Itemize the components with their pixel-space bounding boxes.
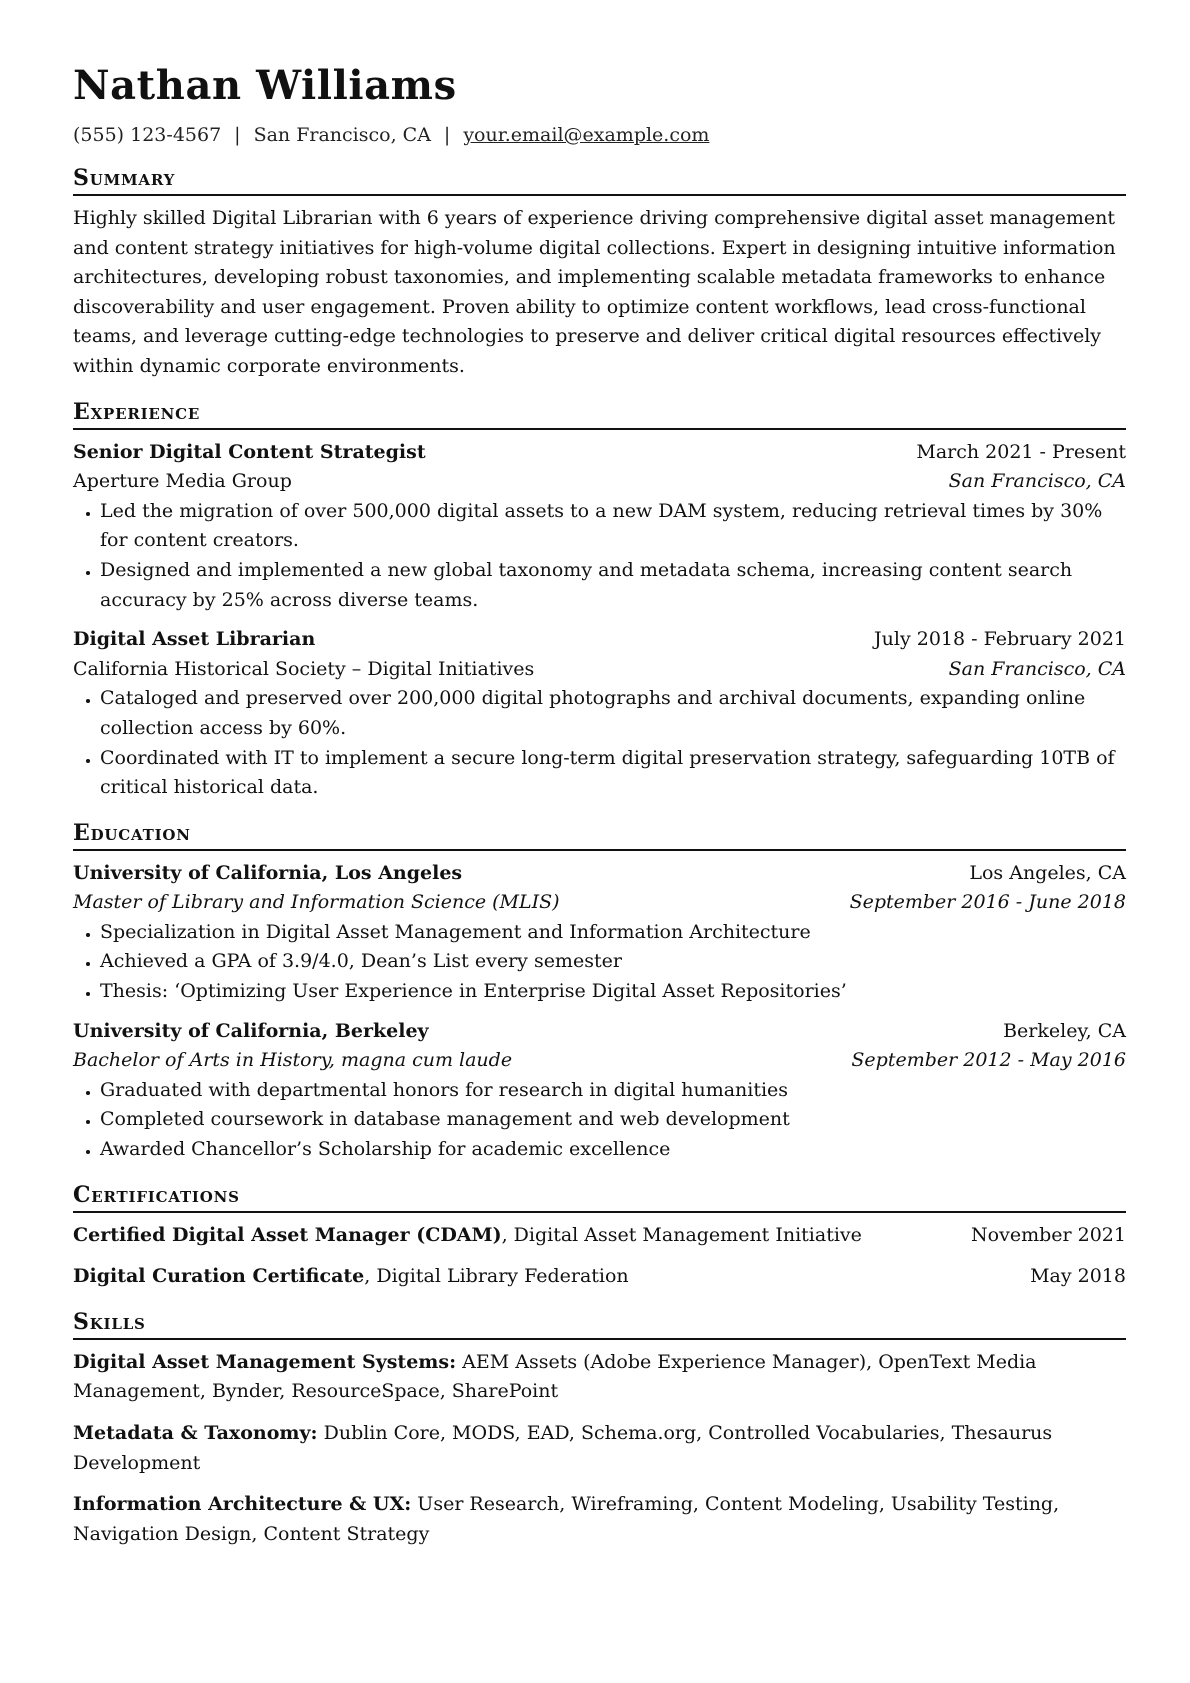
certifications-section bbox=[73, 1181, 1126, 1292]
section-title-summary: Summary bbox=[73, 164, 1126, 196]
skill-category: Digital Asset Management Systems: bbox=[73, 1350, 457, 1373]
certification-name: Digital Curation Certificate bbox=[73, 1265, 365, 1288]
summary-text: Highly skilled Digital Librarian with 6 years of experience driving comprehensive digital asset management and content strategy initiatives for high-volume digital collections. Expert in designing intuitive information architectures, developing robust taxonomies, and implementing scalable metadata frameworks to enhance discoverability and user engagement. Proven ability to optimize content workflows, lead cross-functional teams, and leverage cutting-edge technologies to preserve and deliver critical digital resources effectively within dynamic corporate environments. bbox=[73, 207, 1116, 377]
list-item: • Specialization in Digital Asset Management and Information Architecture bbox=[100, 918, 1126, 948]
location: San Francisco, CA bbox=[253, 124, 431, 146]
school-location: Los Angeles, CA bbox=[969, 861, 1126, 884]
skills-section bbox=[73, 1308, 1126, 1550]
skill-item bbox=[73, 1348, 1126, 1407]
certification-item bbox=[73, 1221, 1126, 1251]
education-bullets bbox=[73, 918, 1126, 1007]
skill-item bbox=[73, 1419, 1126, 1478]
job-entry bbox=[73, 625, 1126, 803]
job-title: Senior Digital Content Strategist bbox=[73, 440, 426, 463]
certification-issuer: , Digital Asset Management Initiative bbox=[501, 1223, 862, 1246]
job-entry bbox=[73, 438, 1126, 616]
skill-values: User Research, Wireframing, Content Modeling, Usability Testing, Navigation Design, Content Strategy bbox=[73, 1493, 1060, 1545]
education-dates: September 2012 - May 2016 bbox=[851, 1049, 1126, 1072]
school-name: University of California, Berkeley bbox=[73, 1019, 429, 1042]
job-bullets bbox=[73, 497, 1126, 615]
summary-section bbox=[73, 164, 1126, 382]
certification-date: May 2018 bbox=[1030, 1265, 1126, 1288]
list-item: • Graduated with departmental honors for research in digital humanities bbox=[100, 1076, 1126, 1106]
email-link[interactable]: your.email@example.com bbox=[463, 124, 710, 146]
skill-category: Metadata & Taxonomy: bbox=[73, 1422, 318, 1444]
certification-issuer: , Digital Library Federation bbox=[364, 1265, 629, 1288]
certification-item bbox=[73, 1262, 1126, 1292]
degree-name: Master of Library and Information Science (MLIS) bbox=[73, 891, 560, 914]
education-entry bbox=[73, 1017, 1126, 1165]
job-dates: March 2021 - Present bbox=[916, 440, 1126, 463]
job-bullets bbox=[73, 684, 1126, 802]
education-entry bbox=[73, 859, 1126, 1007]
list-item: • Cataloged and preserved over 200,000 digital photographs and archival documents, expanding online collection access by 60%. bbox=[100, 684, 1126, 743]
education-dates: September 2016 - June 2018 bbox=[849, 891, 1126, 914]
list-item: • Achieved a GPA of 3.9/4.0, Dean’s List every semester bbox=[100, 947, 1126, 977]
separator: | bbox=[234, 124, 241, 146]
experience-section bbox=[73, 398, 1126, 803]
job-location: San Francisco, CA bbox=[948, 657, 1126, 680]
list-item: • Awarded Chancellor’s Scholarship for academic excellence bbox=[100, 1135, 1126, 1165]
degree-name: Bachelor of Arts in History, magna cum laude bbox=[73, 1049, 513, 1072]
candidate-name: Nathan Williams bbox=[73, 62, 457, 109]
education-bullets bbox=[73, 1076, 1126, 1165]
list-item: • Designed and implemented a new global taxonomy and metadata schema, increasing content search accuracy by 25% across diverse teams. bbox=[100, 556, 1126, 615]
resume-page bbox=[73, 62, 1126, 1549]
skill-values: AEM Assets (Adobe Experience Manager), OpenText Media Management, Bynder, ResourceSpace, SharePoint bbox=[73, 1350, 1037, 1403]
job-dates: July 2018 - February 2021 bbox=[874, 628, 1126, 651]
company-name: California Historical Society – Digital Initiatives bbox=[73, 657, 535, 680]
education-section bbox=[73, 819, 1126, 1165]
list-item: • Thesis: ‘Optimizing User Experience in Enterprise Digital Asset Repositories’ bbox=[100, 977, 1126, 1007]
section-title-experience: Experience bbox=[73, 398, 1126, 430]
school-name: University of California, Los Angeles bbox=[73, 861, 463, 884]
phone-number: (555) 123-4567 bbox=[73, 124, 222, 146]
contact-line bbox=[73, 122, 1126, 148]
separator: | bbox=[443, 124, 451, 146]
company-name: Aperture Media Group bbox=[73, 470, 292, 493]
school-location: Berkeley, CA bbox=[1003, 1019, 1126, 1042]
list-item: • Coordinated with IT to implement a secure long-term digital preservation strategy, safeguarding 10TB of critical historical data. bbox=[100, 744, 1126, 803]
job-location: San Francisco, CA bbox=[948, 470, 1126, 493]
skill-item bbox=[73, 1490, 1126, 1549]
list-item: • Completed coursework in database management and web development bbox=[100, 1105, 1126, 1135]
section-title-education: Education bbox=[73, 819, 1126, 851]
skill-values: Dublin Core, MODS, EAD, Schema.org, Controlled Vocabularies, Thesaurus Development bbox=[73, 1422, 1053, 1474]
section-title-skills: Skills bbox=[73, 1308, 1126, 1340]
job-title: Digital Asset Librarian bbox=[73, 628, 316, 651]
certification-date: November 2021 bbox=[971, 1223, 1126, 1246]
section-title-certifications: Certifications bbox=[73, 1181, 1126, 1213]
certification-name: Certified Digital Asset Manager (CDAM) bbox=[73, 1223, 502, 1246]
list-item: • Led the migration of over 500,000 digital assets to a new DAM system, reducing retrieval times by 30% for content creators. bbox=[100, 497, 1126, 556]
skill-category: Information Architecture & UX: bbox=[73, 1493, 412, 1516]
